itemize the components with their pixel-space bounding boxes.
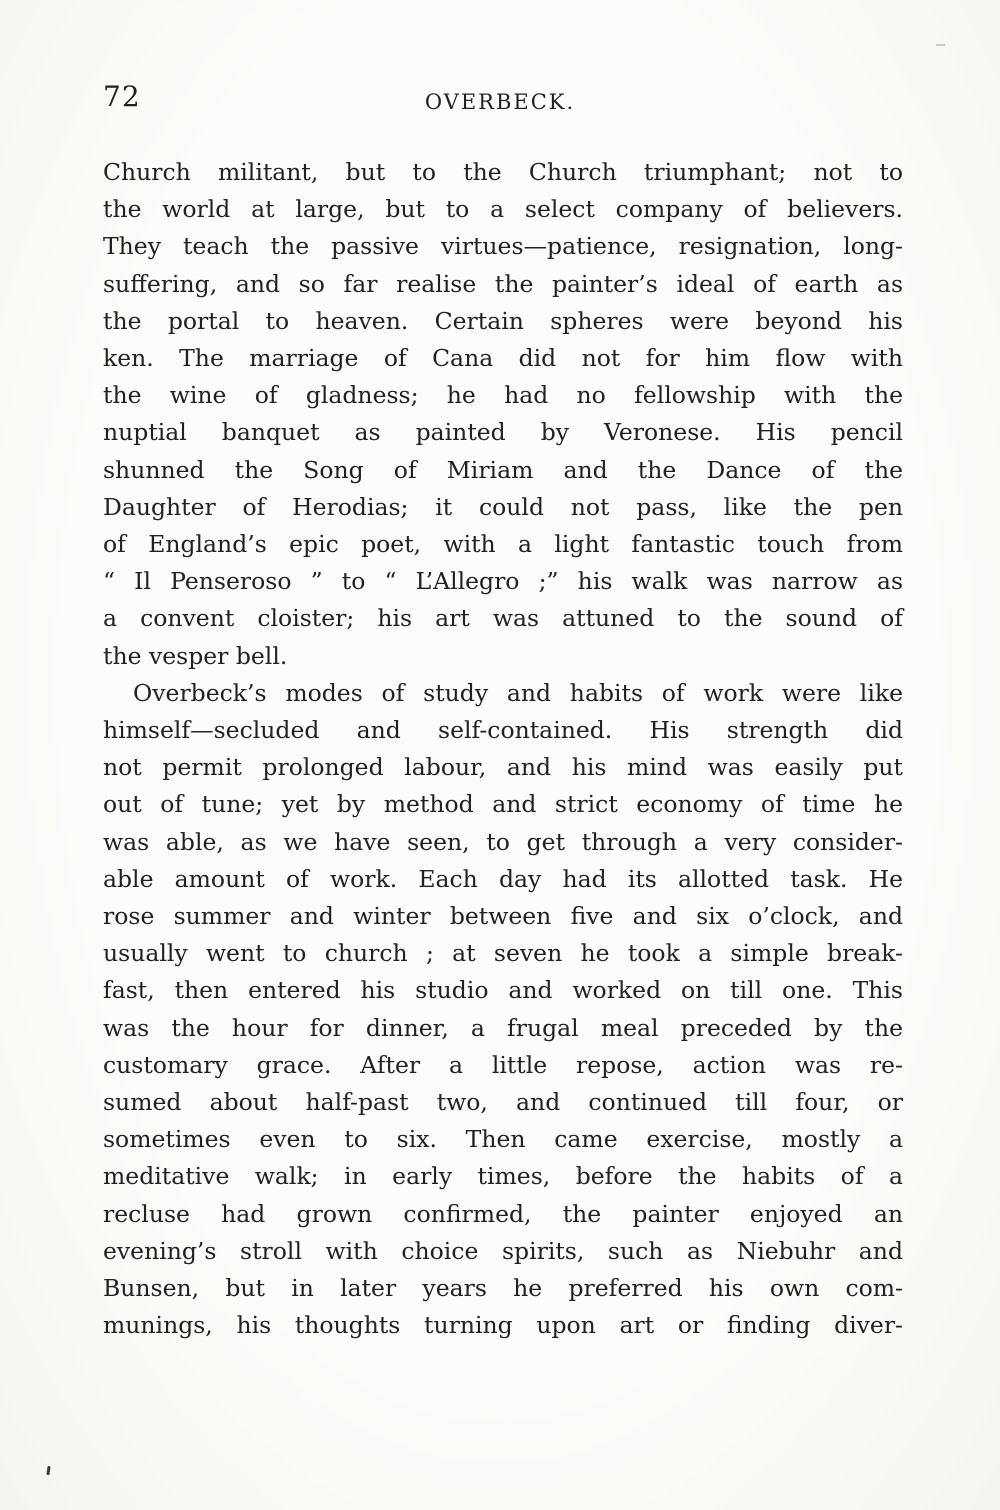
text-line: usually went to church ; at seven he took a simple break-: [103, 939, 903, 968]
text-line: Bunsen, but in later years he preferred his own com-: [103, 1274, 903, 1303]
page-header-row: [0, 0, 1000, 118]
text-line: was the hour for dinner, a frugal meal preceded by the: [103, 1013, 903, 1042]
text-line: the world at large, but to a select company of believers.: [103, 195, 903, 224]
text-line: sometimes even to six. Then came exercise, mostly a: [103, 1125, 903, 1154]
text-line: the wine of gladness; he had no fellowship with the: [103, 381, 903, 410]
page-body: [103, 154, 903, 1345]
scan-artifact-mark: [46, 1466, 50, 1475]
text-line: rose summer and winter between five and six o’clock, and: [103, 902, 903, 931]
text-line: sumed about half-past two, and continued till four, or: [103, 1088, 903, 1117]
running-header: OVERBECK.: [424, 90, 576, 114]
text-line: nuptial banquet as painted by Veronese. His pencil: [103, 418, 903, 447]
paragraph-1: [103, 154, 903, 675]
text-line: of England’s epic poet, with a light fantastic touch from: [103, 530, 903, 559]
text-line: “ Il Penseroso ” to “ L’Allegro ;” his walk was narrow as: [103, 567, 903, 596]
text-line: evening’s stroll with choice spirits, such as Niebuhr and: [103, 1236, 903, 1265]
text-line: munings, his thoughts turning upon art or finding diver-: [103, 1311, 903, 1340]
text-line: the portal to heaven. Certain spheres were beyond his: [103, 306, 903, 335]
text-line: out of tune; yet by method and strict economy of time he: [103, 790, 903, 819]
text-line: recluse had grown confirmed, the painter enjoyed an: [103, 1199, 903, 1228]
text-line: customary grace. After a little repose, action was re-: [103, 1050, 903, 1079]
text-line: meditative walk; in early times, before the habits of a: [103, 1162, 903, 1191]
text-line: himself—secluded and self-contained. His strength did: [103, 716, 903, 745]
text-line: not permit prolonged labour, and his mind was easily put: [103, 753, 903, 782]
text-line: able amount of work. Each day had its allotted task. He: [103, 864, 903, 893]
text-line: They teach the passive virtues—patience, resignation, long-: [103, 232, 903, 261]
text-line: the vesper bell.: [103, 641, 288, 670]
text-line: Church militant, but to the Church triumphant; not to: [103, 158, 903, 186]
page-number: 72: [103, 80, 141, 113]
text-line: Daughter of Herodias; it could not pass, like the pen: [103, 492, 903, 521]
text-line: Overbeck’s modes of study and habits of work were like: [133, 678, 903, 707]
text-line: was able, as we have seen, to get through a very consider-: [103, 827, 903, 856]
text-line: fast, then entered his studio and worked on till one. This: [103, 976, 903, 1005]
paragraph-2: [103, 675, 903, 1345]
text-line: shunned the Song of Miriam and the Dance of the: [103, 455, 903, 484]
scan-artifact-dash: [936, 44, 945, 46]
text-line: ken. The marriage of Cana did not for him flow with: [103, 344, 903, 373]
text-line: a convent cloister; his art was attuned to the sound of: [103, 604, 903, 633]
text-line: suffering, and so far realise the painter’s ideal of earth as: [103, 269, 903, 298]
